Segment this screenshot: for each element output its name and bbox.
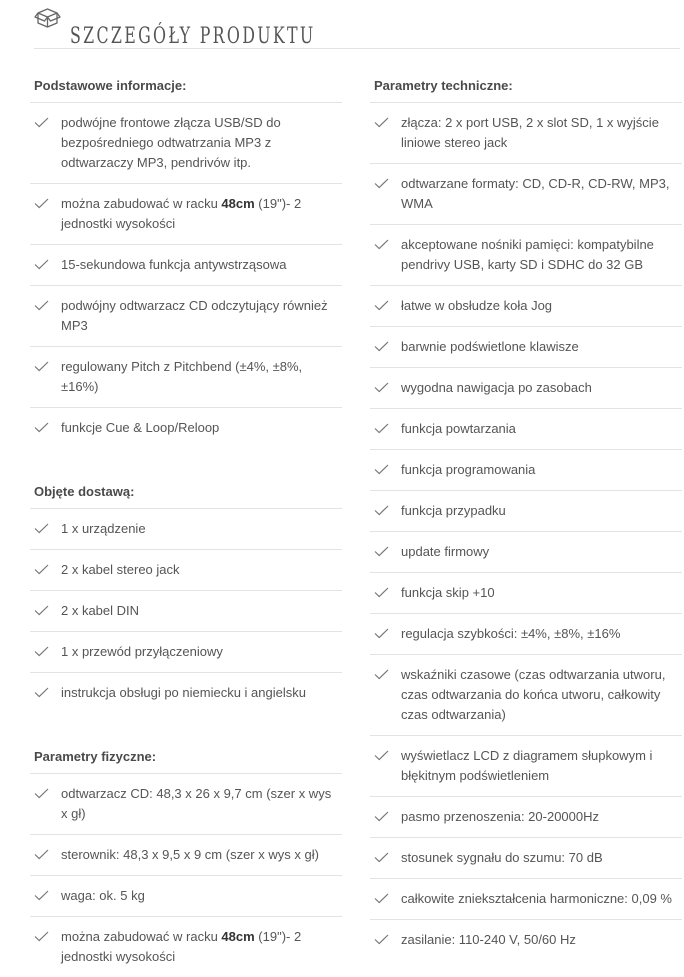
list-item-text: zasilanie: 110-240 V, 50/60 Hz bbox=[401, 932, 576, 947]
list-item bbox=[30, 408, 342, 448]
check-icon bbox=[374, 423, 389, 434]
list-item-text: funkcja programowania bbox=[401, 462, 536, 477]
list-item bbox=[30, 876, 342, 917]
check-icon bbox=[374, 239, 389, 250]
list-item bbox=[370, 164, 682, 225]
list-item-text: odtwarzane formaty: CD, CD-R, CD-RW, MP3, WMA bbox=[401, 176, 670, 211]
list-item bbox=[370, 491, 682, 532]
list-item bbox=[370, 614, 682, 655]
list-item-text: funkcja powtarzania bbox=[401, 421, 516, 436]
check-icon bbox=[374, 587, 389, 598]
list-item-text: wygodna nawigacja po zasobach bbox=[401, 380, 592, 395]
check-icon bbox=[374, 893, 389, 904]
check-icon bbox=[374, 546, 389, 557]
check-icon bbox=[374, 669, 389, 680]
section-header bbox=[34, 4, 680, 49]
list-item-text: pasmo przenoszenia: 20-20000Hz bbox=[401, 809, 600, 824]
check-icon bbox=[34, 605, 49, 616]
list-item bbox=[30, 673, 342, 713]
check-icon bbox=[34, 890, 49, 901]
list-item-text: odtwarzacz CD: 48,3 x 26 x 9,7 cm (szer x wys x gł) bbox=[61, 786, 332, 821]
list-item bbox=[30, 245, 342, 286]
list-item bbox=[30, 347, 342, 408]
check-icon bbox=[374, 628, 389, 639]
check-icon bbox=[34, 849, 49, 860]
list-item bbox=[370, 368, 682, 409]
list-item-text: wyświetlacz LCD z diagramem słupkowym i błękitnym podświetleniem bbox=[401, 748, 653, 783]
check-icon bbox=[34, 422, 49, 433]
list-item-text: podwójny odtwarzacz CD odczytujący również MP3 bbox=[61, 298, 328, 333]
technical-params-heading: Parametry techniczne: bbox=[370, 68, 682, 103]
list-item bbox=[370, 450, 682, 491]
basic-info-list bbox=[30, 103, 342, 448]
list-item bbox=[370, 736, 682, 797]
basic-info-heading: Podstawowe informacje: bbox=[30, 68, 342, 103]
check-icon bbox=[374, 382, 389, 393]
check-icon bbox=[34, 117, 49, 128]
physical-params-list bbox=[30, 774, 342, 977]
list-item-text: update firmowy bbox=[401, 544, 490, 559]
list-item bbox=[30, 184, 342, 245]
list-item-text: stosunek sygnału do szumu: 70 dB bbox=[401, 850, 603, 865]
list-item bbox=[370, 225, 682, 286]
technical-params-list bbox=[370, 103, 682, 960]
check-icon bbox=[34, 564, 49, 575]
list-item bbox=[30, 591, 342, 632]
check-icon bbox=[374, 341, 389, 352]
list-item-text: wskaźniki czasowe (czas odtwarzania utworu, czas odtwarzania do końca utworu, całkowity czas odtwarzania) bbox=[401, 667, 666, 722]
list-item bbox=[370, 103, 682, 164]
list-item-text: podwójne frontowe złącza USB/SD do bezpośredniego odtwatrzania MP3 z odtwarzaczy MP3, pendrivów itp. bbox=[61, 115, 281, 170]
list-item bbox=[30, 550, 342, 591]
list-item-text: można zabudować w racku 48cm (19")- 2 jednostki wysokości bbox=[61, 196, 302, 231]
delivery-heading: Objęte dostawą: bbox=[30, 474, 342, 509]
list-item bbox=[370, 797, 682, 838]
page-title: SZCZEGÓŁY PRODUKTU bbox=[70, 24, 316, 50]
list-item bbox=[370, 327, 682, 368]
check-icon bbox=[34, 198, 49, 209]
right-column bbox=[370, 68, 682, 960]
list-item-text: regulacja szybkości: ±4%, ±8%, ±16% bbox=[401, 626, 621, 641]
list-item-text: 15-sekundowa funkcja antywstrząsowa bbox=[61, 257, 287, 272]
delivery-list bbox=[30, 509, 342, 713]
list-item bbox=[370, 879, 682, 920]
list-item-text: barwnie podświetlone klawisze bbox=[401, 339, 579, 354]
left-column bbox=[30, 68, 342, 977]
check-icon bbox=[374, 852, 389, 863]
check-icon bbox=[34, 523, 49, 534]
check-icon bbox=[34, 361, 49, 372]
list-item-text: łatwe w obsłudze koła Jog bbox=[401, 298, 553, 313]
list-item bbox=[30, 774, 342, 835]
list-item bbox=[30, 286, 342, 347]
list-item bbox=[370, 532, 682, 573]
check-icon bbox=[34, 300, 49, 311]
check-icon bbox=[374, 117, 389, 128]
check-icon bbox=[374, 811, 389, 822]
check-icon bbox=[374, 505, 389, 516]
check-icon bbox=[34, 646, 49, 657]
list-item-text: 1 x urządzenie bbox=[61, 521, 146, 536]
list-item-text: waga: ok. 5 kg bbox=[61, 888, 145, 903]
list-item bbox=[370, 655, 682, 736]
list-item-text: 2 x kabel DIN bbox=[61, 603, 140, 618]
list-item bbox=[370, 920, 682, 960]
check-icon bbox=[34, 788, 49, 799]
list-item-text: akceptowane nośniki pamięci: kompatybilne pendrivy USB, karty SD i SDHC do 32 GB bbox=[401, 237, 654, 272]
list-item bbox=[370, 838, 682, 879]
list-item-text: całkowite zniekształcenia harmoniczne: 0,09 % bbox=[401, 891, 672, 906]
check-icon bbox=[34, 687, 49, 698]
check-icon bbox=[34, 259, 49, 270]
list-item-text: można zabudować w racku 48cm (19")- 2 jednostki wysokości bbox=[61, 929, 302, 964]
list-item bbox=[30, 509, 342, 550]
check-icon bbox=[374, 178, 389, 189]
list-item-text: sterownik: 48,3 x 9,5 x 9 cm (szer x wys x gł) bbox=[61, 847, 319, 862]
check-icon bbox=[374, 750, 389, 761]
check-icon bbox=[374, 464, 389, 475]
list-item bbox=[30, 917, 342, 977]
check-icon bbox=[374, 934, 389, 945]
box-icon bbox=[34, 6, 61, 30]
list-item-text: funkcje Cue & Loop/Reloop bbox=[61, 420, 220, 435]
check-icon bbox=[374, 300, 389, 311]
list-item-text: złącza: 2 x port USB, 2 x slot SD, 1 x wyjście liniowe stereo jack bbox=[401, 115, 659, 150]
check-icon bbox=[34, 931, 49, 942]
list-item-text: regulowany Pitch z Pitchbend (±4%, ±8%, ±16%) bbox=[61, 359, 303, 394]
list-item-text: 1 x przewód przyłączeniowy bbox=[61, 644, 223, 659]
list-item bbox=[30, 632, 342, 673]
list-item-text: funkcja skip +10 bbox=[401, 585, 495, 600]
list-item-text: funkcja przypadku bbox=[401, 503, 506, 518]
list-item bbox=[370, 573, 682, 614]
list-item bbox=[30, 103, 342, 184]
list-item bbox=[370, 409, 682, 450]
list-item-text: 2 x kabel stereo jack bbox=[61, 562, 180, 577]
physical-params-heading: Parametry fizyczne: bbox=[30, 739, 342, 774]
list-item-text: instrukcja obsługi po niemiecku i angielsku bbox=[61, 685, 306, 700]
list-item bbox=[370, 286, 682, 327]
list-item bbox=[30, 835, 342, 876]
